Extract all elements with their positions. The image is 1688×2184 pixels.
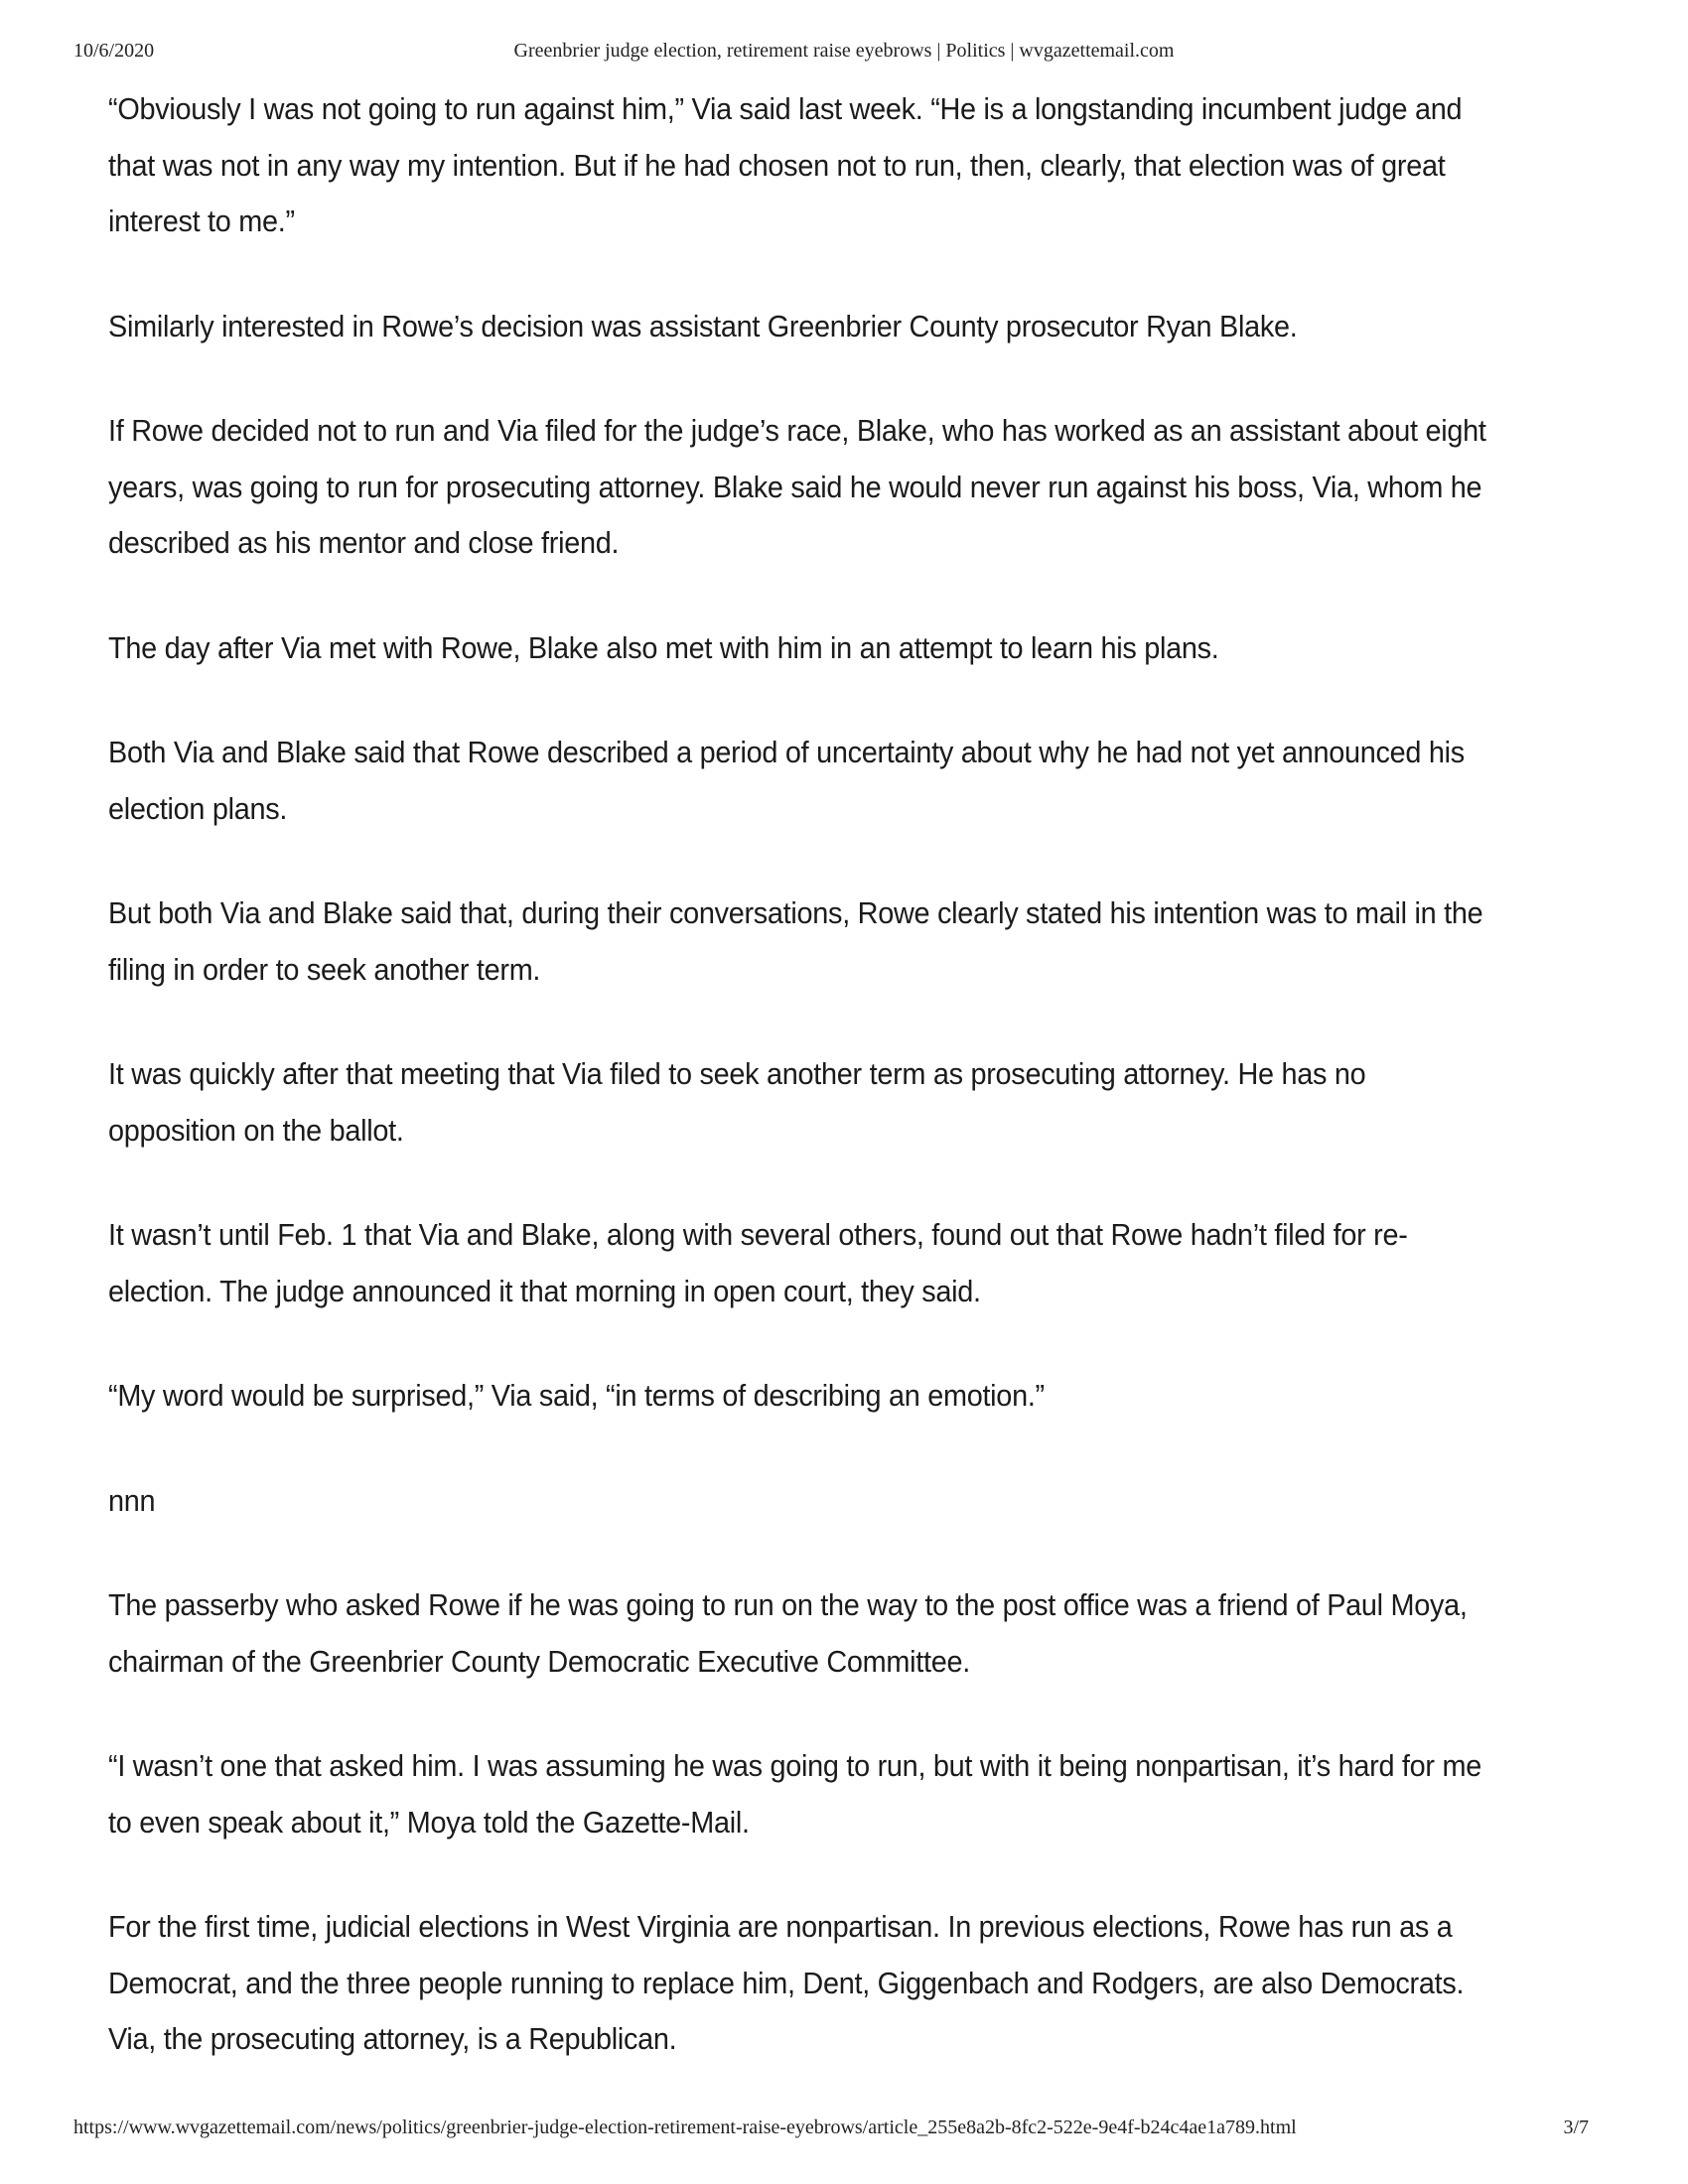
article-paragraph: If Rowe decided not to run and Via filed for the judge’s race, Blake, who has worked as an assistant about eight years, was going to run for prosecuting attorney. Blake said he would never run against his boss, Via, whom he described as his mentor and close friend. bbox=[108, 413, 1486, 560]
article-paragraph: The passerby who asked Rowe if he was going to run on the way to the post office was a friend of Paul Moya, chairman of the Greenbrier County Democratic Executive Committee. bbox=[108, 1587, 1468, 1679]
article-paragraph: “Obviously I was not going to run against him,” Via said last week. “He is a longstanding incumbent judge and that was not in any way my intention. But if he had chosen not to run, then, clearly, that election was of great interest to me.” bbox=[108, 91, 1463, 238]
article-paragraph: For the first time, judicial elections in West Virginia are nonpartisan. In previous elections, Rowe has run as a Democrat, and the three people running to replace him, Dent, Giggenbach and Rodgers, are also Democrats. Via, the prosecuting attorney, is a Republican. bbox=[108, 1909, 1465, 2056]
article-body bbox=[108, 81, 1493, 2116]
print-header bbox=[73, 40, 1615, 69]
print-footer bbox=[73, 2116, 1615, 2146]
article-paragraph: Both Via and Blake said that Rowe described a period of uncertainty about why he had not yet announced his election plans. bbox=[108, 735, 1465, 826]
article-paragraph: It wasn’t until Feb. 1 that Via and Blake, along with several others, found out that Rowe hadn’t filed for re-election. The judge announced it that morning in open court, they said. bbox=[108, 1217, 1408, 1308]
page-url: https://www.wvgazettemail.com/news/politics/greenbrier-judge-election-retirement-raise-eyebrows/article_255e8a2b-8fc2-522e-9e4f-b24c4ae1a789.html bbox=[73, 2116, 1297, 2138]
section-divider: nnn bbox=[108, 1482, 156, 1518]
article-paragraph: The day after Via met with Rowe, Blake also met with him in an attempt to learn his plans. bbox=[108, 629, 1219, 665]
page-number: 3/7 bbox=[1563, 2116, 1589, 2138]
article-paragraph: It was quickly after that meeting that Via filed to seek another term as prosecuting attorney. He has no opposition on the ballot. bbox=[108, 1056, 1366, 1148]
page-title: Greenbrier judge election, retirement raise eyebrows | Politics | wvgazettemail.com bbox=[513, 40, 1175, 62]
print-date: 10/6/2020 bbox=[73, 40, 155, 62]
article-paragraph: Similarly interested in Rowe’s decision was assistant Greenbrier County prosecutor Ryan Blake. bbox=[108, 308, 1298, 343]
article-paragraph: “I wasn’t one that asked him. I was assuming he was going to run, but with it being nonpartisan, it’s hard for me to even speak about it,” Moya told the Gazette-Mail. bbox=[108, 1748, 1481, 1840]
article-paragraph: “My word would be surprised,” Via said, “in terms of describing an emotion.” bbox=[108, 1378, 1045, 1413]
article-paragraph: But both Via and Blake said that, during their conversations, Rowe clearly stated his intention was to mail in the filing in order to seek another term. bbox=[108, 895, 1483, 987]
